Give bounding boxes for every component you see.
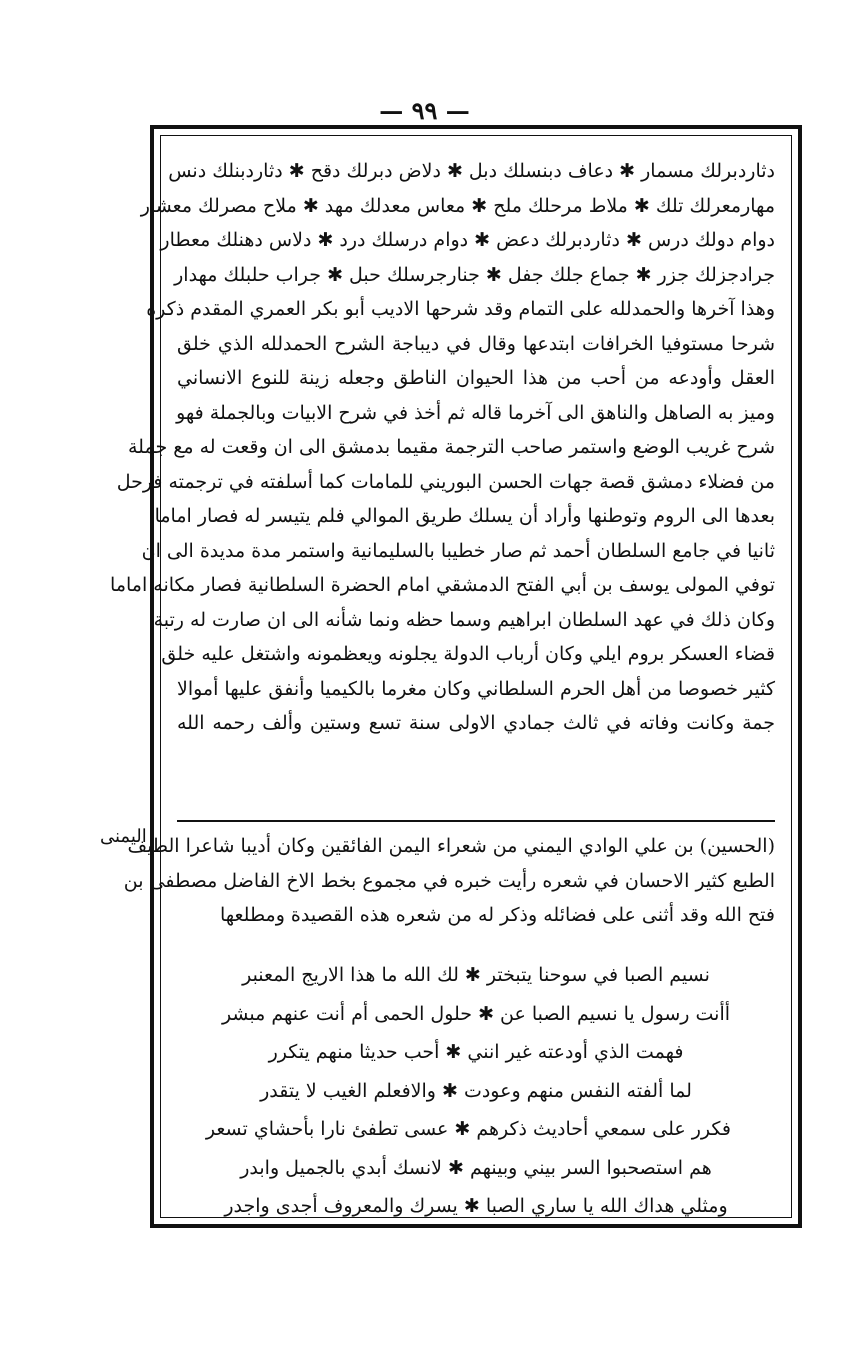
text-line: مهارمعرلك تلك ✱ ملاط مرحلك ملح ✱ معاس معدلك مهد ✱ ملاح مصرلك معشار xyxy=(140,194,775,217)
bottom-text-block xyxy=(123,829,775,933)
text-line: وميز به الصاهل والناهق الى آخرما قاله ثم أخذ في شرح الابيات وبالجملة فهو xyxy=(176,401,775,424)
text-line: جمة وكانت وفاته في ثالث جمادي الاولى سنة تسع وستين وألف رحمه الله xyxy=(177,712,775,734)
text-line: العقل وأودعه من أحب من هذا الحيوان الناطق وجعله زينة للنوع الانساني xyxy=(177,367,775,389)
poem-block xyxy=(205,956,731,1226)
top-text-block xyxy=(110,154,775,741)
poem-verse: نسيم الصبا في سوحنا يتبختر ✱ لك الله ما هذا الاريج المعنبر xyxy=(242,964,710,986)
poem-verse: هم استصحبوا السر بيني وبينهم ✱ لانسك أبدي بالجميل وابدر xyxy=(240,1156,712,1179)
section-separator xyxy=(177,820,775,822)
text-line: من فضلاء دمشق قصة جهات الحسن البوريني للمامات كما أسلفته في ترجمته فرحل xyxy=(116,470,775,493)
page-number: — ٩٩ — xyxy=(379,96,470,125)
text-line: قضاء العسكر بروم ايلي وكان أرباب الدولة يجلونه ويعظمونه واشتغل عليه خلق xyxy=(161,643,775,665)
text-line: وكان ذلك في عهد السلطان ابراهيم وسما حظه ونما شأنه الى ان صارت له رتبة xyxy=(153,608,775,631)
poem-verse: ومثلي هداك الله يا ساري الصبا ✱ يسرك والمعروف أجدى واجدر xyxy=(224,1195,728,1217)
text-line: كثير خصوصا من أهل الحرم السلطاني وكان مغرما بالكيميا وأنفق عليها أموالا xyxy=(177,677,775,700)
poem-verse: فهمت الذي أودعته غير انني ✱ أحب حديثا منهم يتكرر xyxy=(268,1041,684,1063)
poem-verse: لما ألفته النفس منهم وعودت ✱ والافعلم الغيب لا يتقدر xyxy=(260,1079,692,1102)
poem-verse: أأنت رسول يا نسيم الصبا عن ✱ حلول الحمى أم أنت عنهم مبشر xyxy=(221,1002,731,1025)
text-line: توفي المولى يوسف بن أبي الفتح الدمشقي امام الحضرة السلطانية فصار مكانه اماما xyxy=(110,574,775,596)
text-line: بعدها الى الروم وتوطنها وأراد أن يسلك طريق الموالي فلم يتيسر له فصار اماما xyxy=(154,505,775,527)
poem-verse: فكرر على سمعي أحاديث ذكرهم ✱ عسى تطفئ نارا بأحشاي تسعر xyxy=(205,1118,731,1140)
text-line: شرح غريب الوضع واستمر صاحب الترجمة مقيما بدمشق الى ان وقعت له مع جملة xyxy=(128,436,775,458)
text-line: (الحسين) بن علي الوادي اليمني من شعراء اليمن الفائقين وكان أديبا شاعرا الطيف xyxy=(127,835,775,857)
text-line: دوام دولك درس ✱ دثاردبرلك دعض ✱ دوام درسلك درد ✱ دلاس دهنلك معطار xyxy=(160,229,775,251)
text-line: ثانيا في جامع السلطان أحمد ثم صار خطيبا بالسليمانية واستمر مدة مديدة الى ان xyxy=(141,539,775,562)
text-line: شرحا مستوفيا الخرافات ابتدعها وقال في ديباجة الشرح الحمدلله الذي خلق xyxy=(177,332,775,355)
text-line: جرادجزلك جزر ✱ جماع جلك جفل ✱ جنارجرسلك حبل ✱ جراب حلبلك مهدار xyxy=(174,263,775,286)
margin-note: اليمنى xyxy=(100,826,147,847)
text-line: فتح الله وقد أثنى على فضائله وذكر له من شعره هذه القصيدة ومطلعها xyxy=(219,904,775,926)
text-line: الطبع كثير الاحسان في شعره رأيت خبره في مجموع بخط الاخ الفاضل مصطفى بن xyxy=(123,869,775,892)
text-line: وهذا آخرها والحمدلله على التمام وقد شرحها الاديب أبو بكر العمري المقدم ذكره xyxy=(146,298,775,320)
text-line: دثاردبرلك مسمار ✱ دعاف دبنسلك دبل ✱ دلاض دبرلك دقح ✱ دثاردبنلك دنس xyxy=(168,160,775,182)
